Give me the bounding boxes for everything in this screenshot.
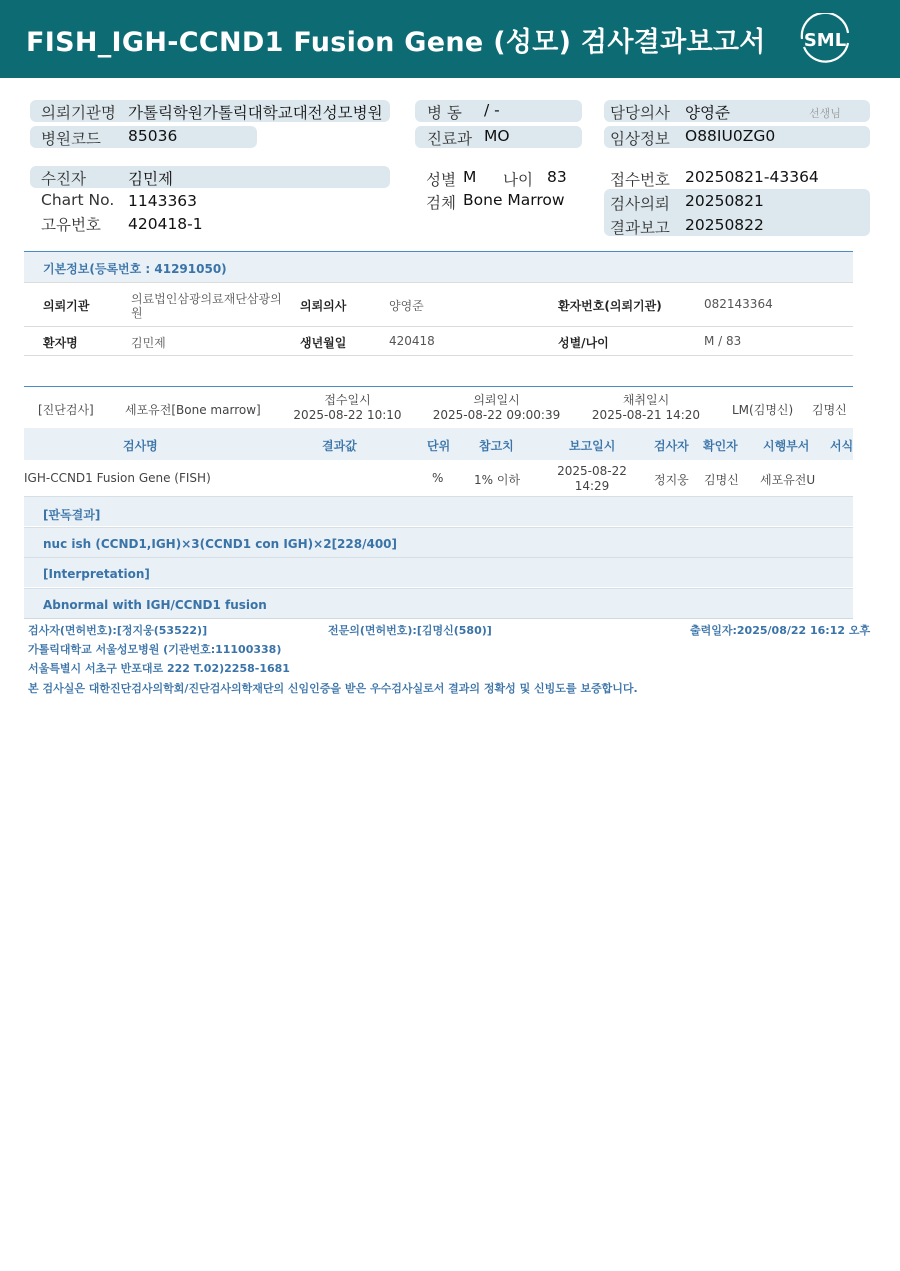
age-value: 83 bbox=[547, 168, 567, 186]
interpretation-title-row bbox=[24, 557, 853, 587]
sex-label: 성별 bbox=[426, 171, 456, 189]
diag-category: [진단검사] bbox=[38, 403, 94, 417]
diag-collect-value: 2025-08-21 14:20 bbox=[591, 408, 701, 422]
specimen-label: 검체 bbox=[426, 194, 456, 212]
diag-test-group: 세포유전[Bone marrow] bbox=[125, 403, 261, 417]
diag-receipt bbox=[280, 393, 415, 423]
footer-tester: 검사자(면허번호):[정지웅(53522)] bbox=[28, 624, 208, 637]
diag-receipt-value: 2025-08-22 10:10 bbox=[293, 408, 402, 422]
report-title: FISH_IGH-CCND1 Fusion Gene (성모) 검사결과보고서 bbox=[26, 27, 766, 58]
interpretation-text: Abnormal with IGH/CCND1 fusion bbox=[43, 598, 267, 612]
request-label: 검사의뢰 bbox=[610, 195, 670, 213]
basic-dob-value: 420418 bbox=[389, 334, 435, 348]
col-result: 결과값 bbox=[322, 439, 357, 453]
interpretation-row bbox=[24, 588, 853, 618]
row-test-name: IGH-CCND1 Fusion Gene (FISH) bbox=[24, 471, 211, 485]
dept-label: 진료과 bbox=[427, 130, 472, 148]
footer-address: 서울특별시 서초구 반포대로 222 T.02)2258-1681 bbox=[28, 662, 290, 675]
chart-value: 1143363 bbox=[128, 192, 198, 210]
footer-printed: 출력일자:2025/08/22 16:12 오후 bbox=[690, 624, 871, 637]
receipt-value: 20250821-43364 bbox=[685, 168, 819, 186]
col-form: 서식 bbox=[830, 439, 854, 453]
diag-request-label: 의뢰일시 bbox=[473, 393, 520, 407]
interpretation-title: [Interpretation] bbox=[43, 567, 150, 581]
clinical-value: O88IU0ZG0 bbox=[685, 127, 776, 145]
diag-collect bbox=[578, 393, 714, 423]
row-unit: % bbox=[432, 471, 444, 485]
report-header bbox=[0, 0, 900, 78]
col-test-name: 검사명 bbox=[123, 439, 158, 453]
basic-sexage-label: 성별/나이 bbox=[558, 336, 609, 350]
specimen-value: Bone Marrow bbox=[463, 191, 565, 209]
diag-request bbox=[425, 393, 568, 423]
findings-title-row bbox=[24, 496, 853, 526]
ward-value: / - bbox=[484, 101, 500, 119]
doctor-suffix: 선생님 bbox=[809, 107, 841, 120]
row-report-time: 14:29 bbox=[574, 479, 610, 493]
diag-lm: LM(김명신) bbox=[732, 403, 794, 417]
doctor-label: 담당의사 bbox=[610, 104, 670, 122]
col-unit: 단위 bbox=[427, 439, 451, 453]
dept-value: MO bbox=[484, 127, 510, 145]
col-tester: 검사자 bbox=[654, 439, 689, 453]
basic-patno-value: 082143364 bbox=[704, 297, 773, 311]
sex-value: M bbox=[463, 168, 477, 186]
svg-text:SML: SML bbox=[803, 30, 847, 51]
sml-logo-icon bbox=[796, 13, 854, 65]
patient-label: 수진자 bbox=[41, 170, 86, 188]
basic-doc-value: 양영준 bbox=[389, 299, 424, 313]
col-report-date: 보고일시 bbox=[569, 439, 616, 453]
basic-inst-value-2: 원 bbox=[131, 306, 143, 320]
diag-lm-name: 김명신 bbox=[812, 403, 847, 417]
basic-inst-value-1: 의료법인삼광의료재단삼광의 bbox=[131, 292, 282, 306]
row-report-date: 2025-08-22 bbox=[557, 464, 627, 478]
findings-text: nuc ish (CCND1,IGH)×3(CCND1 con IGH)×2[228/400] bbox=[43, 537, 398, 551]
basic-info-title: 기본정보(등록번호 : 41291050) bbox=[43, 262, 227, 276]
basic-doc-label: 의뢰의사 bbox=[300, 299, 347, 313]
hospital-code-value: 85036 bbox=[128, 127, 178, 145]
institution-value: 가톨릭학원가톨릭대학교대전성모병원 bbox=[128, 104, 383, 122]
hospital-code-label: 병원코드 bbox=[41, 130, 101, 148]
request-value: 20250821 bbox=[685, 192, 764, 210]
basic-dob-label: 생년월일 bbox=[300, 336, 347, 350]
clinical-label: 임상정보 bbox=[610, 130, 670, 148]
row-confirmer: 김명신 bbox=[704, 473, 739, 487]
row-tester: 정지웅 bbox=[654, 473, 689, 487]
footer-hospital: 가톨릭대학교 서울성모병원 (기관번호:11100338) bbox=[28, 643, 282, 656]
patient-value: 김민제 bbox=[128, 170, 173, 188]
chart-label: Chart No. bbox=[41, 191, 115, 209]
basic-patno-label: 환자번호(의뢰기관) bbox=[558, 299, 662, 313]
ward-label: 병 동 bbox=[427, 104, 462, 122]
col-confirmer: 확인자 bbox=[703, 439, 738, 453]
unique-value: 420418-1 bbox=[128, 215, 203, 233]
footer-certification: 본 검사실은 대한진단검사의학회/진단검사의학재단의 신임인증을 받은 우수검사실로서 결과의 정확성 및 신빙도를 보증합니다. bbox=[28, 682, 638, 695]
row-divider bbox=[24, 326, 853, 327]
row-dept: 세포유전U bbox=[760, 473, 816, 487]
footer-specialist: 전문의(면허번호):[김명신(580)] bbox=[328, 624, 492, 637]
unique-label: 고유번호 bbox=[41, 216, 101, 234]
basic-info-header bbox=[24, 252, 853, 282]
row-divider bbox=[24, 282, 853, 283]
col-dept: 시행부서 bbox=[763, 439, 810, 453]
row-report-datetime bbox=[552, 464, 632, 494]
findings-title: [판독결과] bbox=[43, 508, 101, 522]
receipt-label: 접수번호 bbox=[610, 171, 670, 189]
doctor-value: 양영준 bbox=[685, 104, 730, 122]
col-reference: 참고치 bbox=[479, 439, 514, 453]
report-value: 20250822 bbox=[685, 216, 764, 234]
diag-receipt-label: 접수일시 bbox=[324, 393, 371, 407]
section-divider bbox=[24, 386, 853, 387]
basic-name-value: 김민제 bbox=[131, 336, 166, 350]
diag-collect-label: 채취일시 bbox=[622, 393, 670, 407]
basic-name-label: 환자명 bbox=[43, 336, 78, 350]
basic-sexage-value: M / 83 bbox=[704, 334, 742, 348]
age-label: 나이 bbox=[503, 171, 533, 189]
row-reference: 1% 이하 bbox=[474, 473, 521, 487]
institution-label: 의뢰기관명 bbox=[41, 104, 116, 122]
diag-request-value: 2025-08-22 09:00:39 bbox=[432, 408, 561, 422]
row-divider bbox=[24, 618, 853, 619]
row-divider bbox=[24, 355, 853, 356]
report-label: 결과보고 bbox=[610, 219, 670, 237]
basic-inst-label: 의뢰기관 bbox=[43, 299, 90, 313]
findings-row bbox=[24, 527, 853, 557]
